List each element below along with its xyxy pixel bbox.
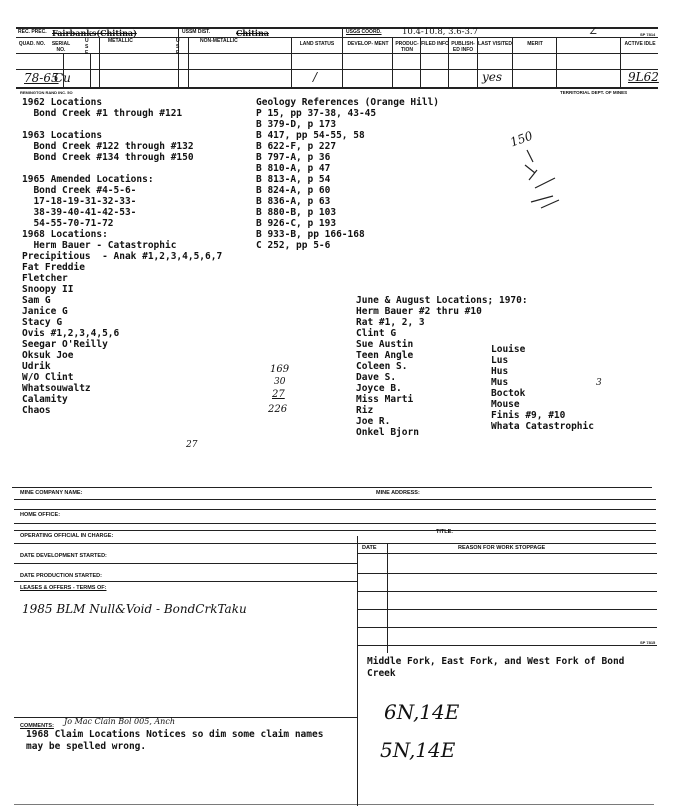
u-label-right: U [176, 38, 180, 44]
claim-line: Seegar O'Reilly [22, 339, 108, 350]
claim-line: 1963 Locations [22, 130, 103, 141]
rec-prec-label: REC. PREC. [18, 29, 47, 35]
comments-text: 1968 Claim Locations Notices so dim some claim names may be spelled wrong. [26, 729, 324, 752]
geology-ref: P 15, pp 37-38, 43-45 [256, 108, 377, 119]
date-production-label: DATE PRODUCTION STARTED: [20, 573, 102, 579]
june-august-title: June & August Locations; 1970: [356, 295, 528, 306]
claim-line: 1962 Locations [22, 97, 103, 108]
claim-line: Ovis #1,2,3,4,5,6 [22, 328, 120, 339]
claim-line: W/O Clint [22, 372, 74, 383]
handwritten-scribble [505, 140, 575, 220]
claim-line: Oksuk Joe [22, 350, 74, 361]
june-august-claim: Clint G [356, 328, 397, 339]
june-august-claim: Teen Angle [356, 350, 414, 361]
e-label-right: E [176, 50, 180, 56]
june-august-claim-right: Lus [491, 355, 509, 366]
usgs-label: USGS COORD. [346, 29, 382, 35]
june-august-claim-right: Boctok [491, 388, 526, 399]
claim-line: Snoopy II [22, 284, 74, 295]
june-august-claim-right: Hus [491, 366, 509, 377]
claim-line: Udrik [22, 361, 51, 372]
claim-line: Calamity [22, 394, 68, 405]
claim-line: 17-18-19-31-32-33- [22, 196, 137, 207]
june-august-claim: Onkel Bjorn [356, 427, 419, 438]
serial-label: SERIAL NO. [51, 41, 71, 53]
claim-line: 38-39-40-41-42-53- [22, 207, 137, 218]
development-label: DEVELOP- MENT [347, 41, 389, 47]
june-august-claim: Herm Bauer #2 thru #10 [356, 306, 482, 317]
land-status-label: LAND STATUS [299, 41, 335, 47]
claim-line: 1968 Locations: [22, 229, 108, 240]
geology-ref: B 824-A, p 60 [256, 185, 331, 196]
published-info-label: PUBLISH- ED INFO [451, 41, 475, 53]
june-august-claim: Miss Marti [356, 394, 414, 405]
sp-code: SP 7814 [640, 32, 656, 37]
quad-value: 78-65 [24, 71, 59, 85]
geology-refs [256, 108, 376, 251]
non-metallic-label: NON-METALLIC [200, 38, 238, 44]
mine-address-label: MINE ADDRESS: [376, 490, 420, 496]
merit-label: MERIT [527, 41, 543, 47]
claim-line: 54-55-70-71-72 [22, 218, 114, 229]
handwritten-mid-27: 27 [186, 440, 198, 450]
date-development-label: DATE DEVELOPMENT STARTED: [20, 553, 107, 559]
comments-note: Jo Mac Clain Bol 005, Anch [64, 717, 175, 726]
claim-line: Precipitious - Anak #1,2,3,4,5,6,7 [22, 251, 223, 262]
ussm-label: USSM DIST. [182, 29, 211, 35]
land-status-value: / [313, 70, 318, 84]
june-august-claims-right [491, 344, 594, 432]
june-august-claim-right: Whata Catastrophic [491, 421, 594, 432]
claim-line: Stacy G [22, 317, 63, 328]
last-visited-label: LAST VISITED [478, 41, 512, 47]
geology-title: Geology References (Orange Hill) [256, 97, 440, 108]
printer-text: REMINGTON RAND INC. 5O [20, 90, 73, 95]
claim-line: Bond Creek #4-5-6- [22, 185, 137, 196]
comments-label: COMMENTS: [20, 723, 54, 729]
claim-line: Janice G [22, 306, 68, 317]
published-value: yes [482, 70, 503, 84]
s-label-right: S [176, 44, 180, 50]
active-value: 9L62 [628, 70, 659, 84]
usgs-value: 10.4-10.8, 3.6-3.7 [402, 27, 479, 37]
june-august-claim: Dave S. [356, 372, 397, 383]
june-august-claims [356, 306, 482, 438]
june-august-claim-right: Finis #9, #10 [491, 410, 566, 421]
claim-line: Bond Creek #134 through #150 [22, 152, 194, 163]
quad-label: QUAD. NO. [18, 41, 46, 47]
coords-2: 5N,14E [380, 738, 456, 762]
june-august-claim-right: Mus [491, 377, 509, 388]
handwritten-150: 150 [508, 128, 535, 150]
u-label-left: U [85, 38, 89, 44]
s-label-left: S [85, 44, 89, 50]
claim-line: Bond Creek #122 through #132 [22, 141, 194, 152]
geology-ref: B 379-D, p 173 [256, 119, 337, 130]
leases-note: 1985 BLM Null&Void - BondCrkTaku [22, 602, 247, 616]
rec-prec-value: Fairbanks(Chitina) [52, 28, 137, 38]
geology-ref: B 813-A, p 54 [256, 174, 331, 185]
geology-ref: B 810-A, p 47 [256, 163, 331, 174]
sp-code-2: SP 7815 [640, 640, 656, 645]
claim-line: 1965 Amended Locations: [22, 174, 154, 185]
june-august-claim-right: Louise [491, 344, 526, 355]
june-august-claim: Coleen S. [356, 361, 408, 372]
claim-line: Bond Creek #1 through #121 [22, 108, 183, 119]
operating-official-label: OPERATING OFFICIAL IN CHARGE: [20, 533, 114, 539]
leases-label: LEASES & OFFERS - TERMS OF: [20, 585, 107, 591]
form-text: TERRITORIAL DEPT. OF MINES [560, 90, 628, 95]
handwritten-226: 226 [268, 404, 288, 415]
handwritten-27: 27 [272, 389, 285, 400]
geology-ref: B 926-C, p 193 [256, 218, 337, 229]
ussm-value: Chitina [236, 28, 269, 38]
geology-ref: B 880-B, p 103 [256, 207, 337, 218]
filed-info-label: FILED INFO [421, 41, 449, 47]
june-august-claim: Joyce B. [356, 383, 402, 394]
mine-company-label: MINE COMPANY NAME: [20, 490, 83, 496]
june-august-claim: Riz [356, 405, 374, 416]
june-august-claim: Joe R. [356, 416, 391, 427]
metallic-label: METALLIC [108, 38, 133, 44]
geology-ref: C 252, pp 5-6 [256, 240, 331, 251]
geology-ref: B 417, pp 54-55, 58 [256, 130, 365, 141]
june-august-claim: Sue Austin [356, 339, 414, 350]
coords-1: 6N,14E [384, 700, 460, 724]
geology-ref: B 797-A, p 36 [256, 152, 331, 163]
serial-value: Cu [54, 71, 71, 85]
claim-line: Whatsouwaltz [22, 383, 91, 394]
june-august-claim: Rat #1, 2, 3 [356, 317, 425, 328]
home-office-label: HOME OFFICE: [20, 512, 61, 518]
geology-ref: B 836-A, p 63 [256, 196, 331, 207]
production-label: PRODUC- TION [395, 41, 419, 53]
handwritten-30: 30 [274, 377, 286, 387]
claim-line: Chaos [22, 405, 51, 416]
active-idle-label: ACTIVE IDLE [624, 41, 656, 47]
claim-line: Fletcher [22, 273, 68, 284]
claim-line: Sam G [22, 295, 51, 306]
claim-line: Herm Bauer - Catastrophic [22, 240, 177, 251]
check-mark: ∠ [588, 24, 599, 38]
date-column-label: DATE [362, 545, 377, 551]
geology-ref: B 622-F, p 227 [256, 141, 337, 152]
claim-line: Fat Freddie [22, 262, 85, 273]
reason-column-label: REASON FOR WORK STOPPAGE [458, 545, 546, 551]
june-august-claim-right: Mouse [491, 399, 520, 410]
handwritten-169: 169 [270, 364, 290, 375]
handwritten-3: 3 [596, 378, 602, 388]
title-label: TITLE: [436, 529, 454, 535]
location-box-text: Middle Fork, East Fork, and West Fork of Bond Creek [367, 656, 625, 679]
e-label-left: E [85, 50, 89, 56]
geology-ref: B 933-B, pp 166-168 [256, 229, 365, 240]
